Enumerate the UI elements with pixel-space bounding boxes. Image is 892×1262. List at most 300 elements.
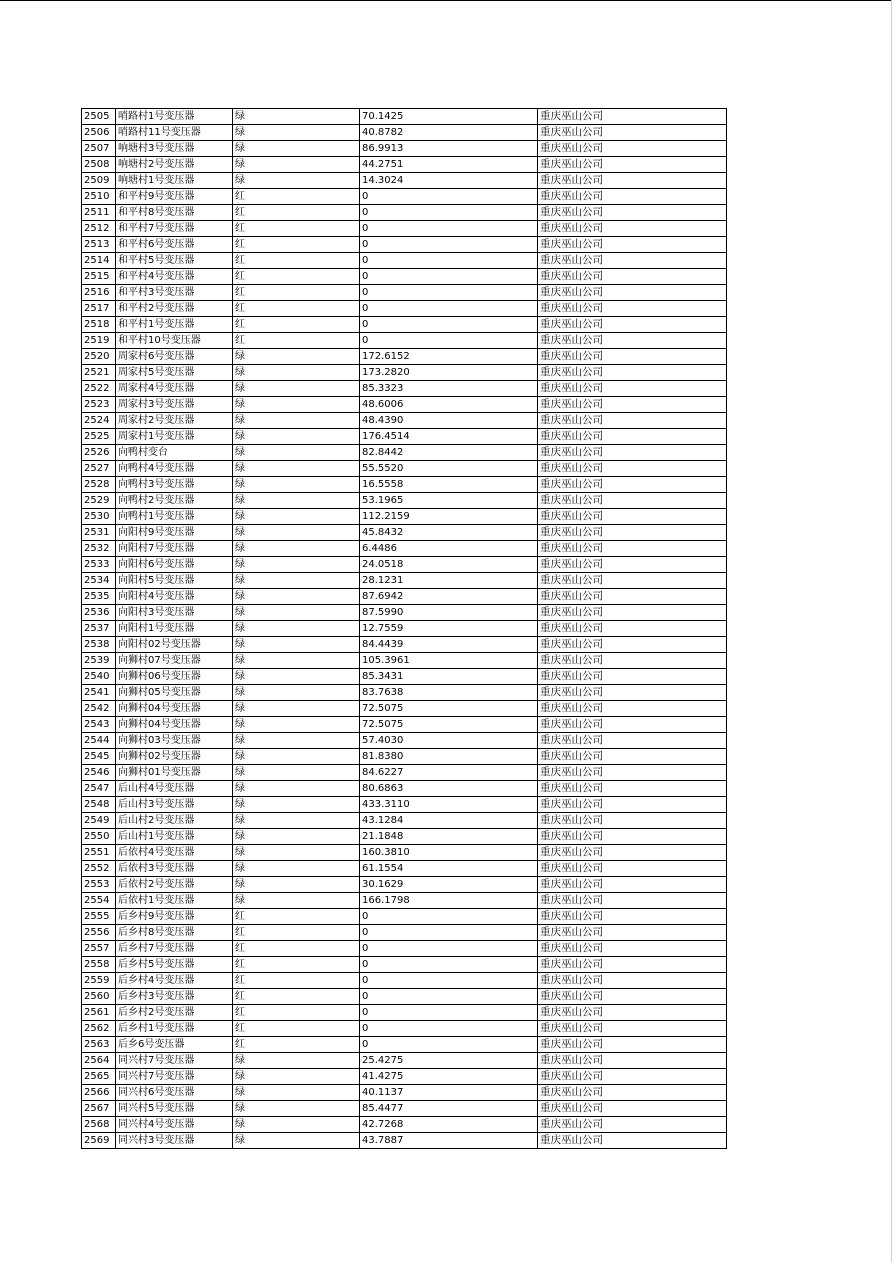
table-row bbox=[82, 1005, 727, 1021]
company-cell: 重庆巫山公司 bbox=[538, 1117, 727, 1133]
value-cell: 166.1798 bbox=[360, 893, 538, 909]
table-row bbox=[82, 765, 727, 781]
company-cell: 重庆巫山公司 bbox=[538, 141, 727, 157]
company-cell: 重庆巫山公司 bbox=[538, 589, 727, 605]
value-cell: 82.8442 bbox=[360, 445, 538, 461]
value-cell: 81.8380 bbox=[360, 749, 538, 765]
table-row bbox=[82, 925, 727, 941]
company-cell: 重庆巫山公司 bbox=[538, 109, 727, 125]
status-cell: 绿 bbox=[233, 685, 360, 701]
company-cell: 重庆巫山公司 bbox=[538, 1069, 727, 1085]
transformer-name-cell: 向狮村03号变压器 bbox=[116, 733, 233, 749]
status-cell: 绿 bbox=[233, 717, 360, 733]
table-row bbox=[82, 589, 727, 605]
value-cell: 12.7559 bbox=[360, 621, 538, 637]
row-number-cell: 2567 bbox=[82, 1101, 116, 1117]
status-cell: 红 bbox=[233, 1005, 360, 1021]
company-cell: 重庆巫山公司 bbox=[538, 1021, 727, 1037]
row-number-cell: 2540 bbox=[82, 669, 116, 685]
transformer-name-cell: 后依村4号变压器 bbox=[116, 845, 233, 861]
table-row bbox=[82, 269, 727, 285]
row-number-cell: 2541 bbox=[82, 685, 116, 701]
company-cell: 重庆巫山公司 bbox=[538, 1085, 727, 1101]
transformer-name-cell: 后山村2号变压器 bbox=[116, 813, 233, 829]
status-cell: 绿 bbox=[233, 781, 360, 797]
transformer-name-cell: 后乡村9号变压器 bbox=[116, 909, 233, 925]
status-cell: 绿 bbox=[233, 861, 360, 877]
value-cell: 0 bbox=[360, 1005, 538, 1021]
company-cell: 重庆巫山公司 bbox=[538, 877, 727, 893]
transformer-name-cell: 后依村3号变压器 bbox=[116, 861, 233, 877]
company-cell: 重庆巫山公司 bbox=[538, 605, 727, 621]
table-row bbox=[82, 397, 727, 413]
company-cell: 重庆巫山公司 bbox=[538, 717, 727, 733]
company-cell: 重庆巫山公司 bbox=[538, 765, 727, 781]
value-cell: 83.7638 bbox=[360, 685, 538, 701]
value-cell: 112.2159 bbox=[360, 509, 538, 525]
row-number-cell: 2553 bbox=[82, 877, 116, 893]
status-cell: 红 bbox=[233, 301, 360, 317]
status-cell: 绿 bbox=[233, 125, 360, 141]
value-cell: 84.4439 bbox=[360, 637, 538, 653]
row-number-cell: 2529 bbox=[82, 493, 116, 509]
transformer-name-cell: 向狮村04号变压器 bbox=[116, 717, 233, 733]
transformer-name-cell: 后依村1号变压器 bbox=[116, 893, 233, 909]
value-cell: 45.8432 bbox=[360, 525, 538, 541]
company-cell: 重庆巫山公司 bbox=[538, 365, 727, 381]
row-number-cell: 2507 bbox=[82, 141, 116, 157]
company-cell: 重庆巫山公司 bbox=[538, 941, 727, 957]
row-number-cell: 2524 bbox=[82, 413, 116, 429]
status-cell: 绿 bbox=[233, 477, 360, 493]
transformer-name-cell: 向鸭村2号变压器 bbox=[116, 493, 233, 509]
table-row bbox=[82, 173, 727, 189]
row-number-cell: 2559 bbox=[82, 973, 116, 989]
company-cell: 重庆巫山公司 bbox=[538, 461, 727, 477]
transformer-name-cell: 响塘村1号变压器 bbox=[116, 173, 233, 189]
company-cell: 重庆巫山公司 bbox=[538, 701, 727, 717]
row-number-cell: 2560 bbox=[82, 989, 116, 1005]
value-cell: 0 bbox=[360, 909, 538, 925]
status-cell: 红 bbox=[233, 957, 360, 973]
row-number-cell: 2545 bbox=[82, 749, 116, 765]
status-cell: 红 bbox=[233, 269, 360, 285]
value-cell: 0 bbox=[360, 253, 538, 269]
table-row bbox=[82, 829, 727, 845]
row-number-cell: 2526 bbox=[82, 445, 116, 461]
row-number-cell: 2550 bbox=[82, 829, 116, 845]
transformer-name-cell: 哨路村1号变压器 bbox=[116, 109, 233, 125]
company-cell: 重庆巫山公司 bbox=[538, 125, 727, 141]
company-cell: 重庆巫山公司 bbox=[538, 829, 727, 845]
status-cell: 绿 bbox=[233, 1133, 360, 1149]
row-number-cell: 2513 bbox=[82, 237, 116, 253]
table-row bbox=[82, 493, 727, 509]
table-row bbox=[82, 749, 727, 765]
value-cell: 0 bbox=[360, 1037, 538, 1053]
table-row bbox=[82, 909, 727, 925]
company-cell: 重庆巫山公司 bbox=[538, 253, 727, 269]
row-number-cell: 2510 bbox=[82, 189, 116, 205]
table-row bbox=[82, 653, 727, 669]
value-cell: 85.4477 bbox=[360, 1101, 538, 1117]
value-cell: 173.2820 bbox=[360, 365, 538, 381]
table-row bbox=[82, 221, 727, 237]
company-cell: 重庆巫山公司 bbox=[538, 221, 727, 237]
value-cell: 0 bbox=[360, 989, 538, 1005]
table-row bbox=[82, 717, 727, 733]
table-row bbox=[82, 205, 727, 221]
table-row bbox=[82, 797, 727, 813]
transformer-name-cell: 同兴村3号变压器 bbox=[116, 1133, 233, 1149]
company-cell: 重庆巫山公司 bbox=[538, 637, 727, 653]
row-number-cell: 2539 bbox=[82, 653, 116, 669]
status-cell: 绿 bbox=[233, 845, 360, 861]
company-cell: 重庆巫山公司 bbox=[538, 973, 727, 989]
value-cell: 172.6152 bbox=[360, 349, 538, 365]
row-number-cell: 2520 bbox=[82, 349, 116, 365]
row-number-cell: 2535 bbox=[82, 589, 116, 605]
row-number-cell: 2546 bbox=[82, 765, 116, 781]
status-cell: 绿 bbox=[233, 541, 360, 557]
value-cell: 55.5520 bbox=[360, 461, 538, 477]
table-row bbox=[82, 957, 727, 973]
company-cell: 重庆巫山公司 bbox=[538, 413, 727, 429]
transformer-name-cell: 响塘村3号变压器 bbox=[116, 141, 233, 157]
row-number-cell: 2562 bbox=[82, 1021, 116, 1037]
table-row bbox=[82, 541, 727, 557]
table-row bbox=[82, 573, 727, 589]
status-cell: 绿 bbox=[233, 749, 360, 765]
company-cell: 重庆巫山公司 bbox=[538, 845, 727, 861]
transformer-name-cell: 和平村4号变压器 bbox=[116, 269, 233, 285]
table-row bbox=[82, 1085, 727, 1101]
row-number-cell: 2527 bbox=[82, 461, 116, 477]
company-cell: 重庆巫山公司 bbox=[538, 749, 727, 765]
table-row bbox=[82, 285, 727, 301]
table-row bbox=[82, 429, 727, 445]
value-cell: 72.5075 bbox=[360, 701, 538, 717]
table-row bbox=[82, 973, 727, 989]
row-number-cell: 2523 bbox=[82, 397, 116, 413]
table-row bbox=[82, 189, 727, 205]
status-cell: 绿 bbox=[233, 461, 360, 477]
transformer-name-cell: 周家村3号变压器 bbox=[116, 397, 233, 413]
page-top-border bbox=[0, 0, 892, 1]
row-number-cell: 2551 bbox=[82, 845, 116, 861]
transformer-name-cell: 和平村10号变压器 bbox=[116, 333, 233, 349]
value-cell: 0 bbox=[360, 957, 538, 973]
row-number-cell: 2515 bbox=[82, 269, 116, 285]
company-cell: 重庆巫山公司 bbox=[538, 285, 727, 301]
value-cell: 72.5075 bbox=[360, 717, 538, 733]
company-cell: 重庆巫山公司 bbox=[538, 349, 727, 365]
status-cell: 红 bbox=[233, 989, 360, 1005]
row-number-cell: 2511 bbox=[82, 205, 116, 221]
table-row bbox=[82, 813, 727, 829]
transformer-name-cell: 后山村1号变压器 bbox=[116, 829, 233, 845]
status-cell: 红 bbox=[233, 973, 360, 989]
row-number-cell: 2521 bbox=[82, 365, 116, 381]
status-cell: 绿 bbox=[233, 733, 360, 749]
status-cell: 绿 bbox=[233, 893, 360, 909]
value-cell: 87.5990 bbox=[360, 605, 538, 621]
row-number-cell: 2538 bbox=[82, 637, 116, 653]
row-number-cell: 2537 bbox=[82, 621, 116, 637]
status-cell: 绿 bbox=[233, 1053, 360, 1069]
transformer-name-cell: 和平村6号变压器 bbox=[116, 237, 233, 253]
transformer-name-cell: 向阳村1号变压器 bbox=[116, 621, 233, 637]
status-cell: 绿 bbox=[233, 701, 360, 717]
value-cell: 0 bbox=[360, 925, 538, 941]
value-cell: 61.1554 bbox=[360, 861, 538, 877]
row-number-cell: 2544 bbox=[82, 733, 116, 749]
table-row bbox=[82, 781, 727, 797]
transformer-name-cell: 和平村1号变压器 bbox=[116, 317, 233, 333]
status-cell: 绿 bbox=[233, 109, 360, 125]
row-number-cell: 2542 bbox=[82, 701, 116, 717]
company-cell: 重庆巫山公司 bbox=[538, 493, 727, 509]
status-cell: 绿 bbox=[233, 525, 360, 541]
value-cell: 57.4030 bbox=[360, 733, 538, 749]
value-cell: 0 bbox=[360, 333, 538, 349]
value-cell: 14.3024 bbox=[360, 173, 538, 189]
row-number-cell: 2565 bbox=[82, 1069, 116, 1085]
status-cell: 绿 bbox=[233, 1085, 360, 1101]
transformer-name-cell: 向鸭村1号变压器 bbox=[116, 509, 233, 525]
status-cell: 绿 bbox=[233, 621, 360, 637]
row-number-cell: 2569 bbox=[82, 1133, 116, 1149]
row-number-cell: 2519 bbox=[82, 333, 116, 349]
status-cell: 绿 bbox=[233, 381, 360, 397]
status-cell: 绿 bbox=[233, 557, 360, 573]
transformer-name-cell: 向阳村4号变压器 bbox=[116, 589, 233, 605]
value-cell: 0 bbox=[360, 189, 538, 205]
status-cell: 绿 bbox=[233, 429, 360, 445]
table-row bbox=[82, 237, 727, 253]
transformer-name-cell: 周家村4号变压器 bbox=[116, 381, 233, 397]
row-number-cell: 2534 bbox=[82, 573, 116, 589]
transformer-name-cell: 向狮村04号变压器 bbox=[116, 701, 233, 717]
table-row bbox=[82, 701, 727, 717]
value-cell: 40.8782 bbox=[360, 125, 538, 141]
row-number-cell: 2508 bbox=[82, 157, 116, 173]
company-cell: 重庆巫山公司 bbox=[538, 397, 727, 413]
table-row bbox=[82, 1069, 727, 1085]
company-cell: 重庆巫山公司 bbox=[538, 157, 727, 173]
company-cell: 重庆巫山公司 bbox=[538, 269, 727, 285]
status-cell: 绿 bbox=[233, 493, 360, 509]
value-cell: 0 bbox=[360, 269, 538, 285]
row-number-cell: 2556 bbox=[82, 925, 116, 941]
company-cell: 重庆巫山公司 bbox=[538, 477, 727, 493]
table-row bbox=[82, 685, 727, 701]
value-cell: 24.0518 bbox=[360, 557, 538, 573]
company-cell: 重庆巫山公司 bbox=[538, 333, 727, 349]
table-row bbox=[82, 1133, 727, 1149]
row-number-cell: 2531 bbox=[82, 525, 116, 541]
value-cell: 70.1425 bbox=[360, 109, 538, 125]
table-row bbox=[82, 509, 727, 525]
transformer-name-cell: 后山村4号变压器 bbox=[116, 781, 233, 797]
row-number-cell: 2568 bbox=[82, 1117, 116, 1133]
company-cell: 重庆巫山公司 bbox=[538, 781, 727, 797]
status-cell: 绿 bbox=[233, 157, 360, 173]
status-cell: 绿 bbox=[233, 813, 360, 829]
table-row bbox=[82, 733, 727, 749]
status-cell: 绿 bbox=[233, 589, 360, 605]
transformer-name-cell: 向阳村5号变压器 bbox=[116, 573, 233, 589]
company-cell: 重庆巫山公司 bbox=[538, 621, 727, 637]
value-cell: 30.1629 bbox=[360, 877, 538, 893]
status-cell: 绿 bbox=[233, 1101, 360, 1117]
company-cell: 重庆巫山公司 bbox=[538, 685, 727, 701]
transformer-name-cell: 周家村2号变压器 bbox=[116, 413, 233, 429]
transformer-name-cell: 同兴村5号变压器 bbox=[116, 1101, 233, 1117]
status-cell: 绿 bbox=[233, 173, 360, 189]
status-cell: 绿 bbox=[233, 1117, 360, 1133]
transformer-name-cell: 后乡村1号变压器 bbox=[116, 1021, 233, 1037]
status-cell: 红 bbox=[233, 237, 360, 253]
status-cell: 绿 bbox=[233, 877, 360, 893]
transformer-status-table bbox=[81, 108, 727, 1149]
value-cell: 160.3810 bbox=[360, 845, 538, 861]
company-cell: 重庆巫山公司 bbox=[538, 573, 727, 589]
transformer-name-cell: 后依村2号变压器 bbox=[116, 877, 233, 893]
status-cell: 红 bbox=[233, 285, 360, 301]
status-cell: 绿 bbox=[233, 349, 360, 365]
transformer-name-cell: 和平村3号变压器 bbox=[116, 285, 233, 301]
table-row bbox=[82, 525, 727, 541]
value-cell: 48.6006 bbox=[360, 397, 538, 413]
row-number-cell: 2563 bbox=[82, 1037, 116, 1053]
company-cell: 重庆巫山公司 bbox=[538, 1101, 727, 1117]
transformer-name-cell: 周家村5号变压器 bbox=[116, 365, 233, 381]
row-number-cell: 2528 bbox=[82, 477, 116, 493]
transformer-name-cell: 同兴村6号变压器 bbox=[116, 1085, 233, 1101]
transformer-name-cell: 和平村7号变压器 bbox=[116, 221, 233, 237]
table-row bbox=[82, 621, 727, 637]
company-cell: 重庆巫山公司 bbox=[538, 173, 727, 189]
company-cell: 重庆巫山公司 bbox=[538, 445, 727, 461]
row-number-cell: 2557 bbox=[82, 941, 116, 957]
table-row bbox=[82, 365, 727, 381]
row-number-cell: 2554 bbox=[82, 893, 116, 909]
transformer-name-cell: 和平村8号变压器 bbox=[116, 205, 233, 221]
status-cell: 绿 bbox=[233, 573, 360, 589]
table-row bbox=[82, 253, 727, 269]
table-row bbox=[82, 301, 727, 317]
company-cell: 重庆巫山公司 bbox=[538, 205, 727, 221]
row-number-cell: 2517 bbox=[82, 301, 116, 317]
row-number-cell: 2566 bbox=[82, 1085, 116, 1101]
transformer-name-cell: 后乡村4号变压器 bbox=[116, 973, 233, 989]
row-number-cell: 2561 bbox=[82, 1005, 116, 1021]
value-cell: 176.4514 bbox=[360, 429, 538, 445]
row-number-cell: 2548 bbox=[82, 797, 116, 813]
table-row bbox=[82, 557, 727, 573]
value-cell: 53.1965 bbox=[360, 493, 538, 509]
company-cell: 重庆巫山公司 bbox=[538, 909, 727, 925]
transformer-name-cell: 向狮村02号变压器 bbox=[116, 749, 233, 765]
table-row bbox=[82, 349, 727, 365]
table-row bbox=[82, 893, 727, 909]
status-cell: 绿 bbox=[233, 653, 360, 669]
transformer-name-cell: 后山村3号变压器 bbox=[116, 797, 233, 813]
value-cell: 41.4275 bbox=[360, 1069, 538, 1085]
transformer-name-cell: 和平村9号变压器 bbox=[116, 189, 233, 205]
row-number-cell: 2512 bbox=[82, 221, 116, 237]
table-row bbox=[82, 1021, 727, 1037]
table-row bbox=[82, 413, 727, 429]
value-cell: 86.9913 bbox=[360, 141, 538, 157]
status-cell: 绿 bbox=[233, 765, 360, 781]
transformer-name-cell: 向狮村07号变压器 bbox=[116, 653, 233, 669]
row-number-cell: 2547 bbox=[82, 781, 116, 797]
table-row bbox=[82, 125, 727, 141]
company-cell: 重庆巫山公司 bbox=[538, 1053, 727, 1069]
table-row bbox=[82, 1117, 727, 1133]
company-cell: 重庆巫山公司 bbox=[538, 1005, 727, 1021]
table-row bbox=[82, 941, 727, 957]
row-number-cell: 2555 bbox=[82, 909, 116, 925]
transformer-name-cell: 向狮村01号变压器 bbox=[116, 765, 233, 781]
company-cell: 重庆巫山公司 bbox=[538, 925, 727, 941]
row-number-cell: 2536 bbox=[82, 605, 116, 621]
value-cell: 105.3961 bbox=[360, 653, 538, 669]
transformer-name-cell: 后乡村7号变压器 bbox=[116, 941, 233, 957]
value-cell: 42.7268 bbox=[360, 1117, 538, 1133]
value-cell: 0 bbox=[360, 317, 538, 333]
value-cell: 0 bbox=[360, 221, 538, 237]
row-number-cell: 2525 bbox=[82, 429, 116, 445]
transformer-name-cell: 周家村1号变压器 bbox=[116, 429, 233, 445]
transformer-name-cell: 后乡村2号变压器 bbox=[116, 1005, 233, 1021]
status-cell: 红 bbox=[233, 317, 360, 333]
status-cell: 红 bbox=[233, 1021, 360, 1037]
table-row bbox=[82, 1037, 727, 1053]
row-number-cell: 2509 bbox=[82, 173, 116, 189]
row-number-cell: 2552 bbox=[82, 861, 116, 877]
value-cell: 43.1284 bbox=[360, 813, 538, 829]
status-cell: 绿 bbox=[233, 829, 360, 845]
status-cell: 绿 bbox=[233, 365, 360, 381]
company-cell: 重庆巫山公司 bbox=[538, 541, 727, 557]
company-cell: 重庆巫山公司 bbox=[538, 669, 727, 685]
value-cell: 0 bbox=[360, 205, 538, 221]
company-cell: 重庆巫山公司 bbox=[538, 509, 727, 525]
table-row bbox=[82, 1053, 727, 1069]
table-row bbox=[82, 477, 727, 493]
status-cell: 绿 bbox=[233, 413, 360, 429]
company-cell: 重庆巫山公司 bbox=[538, 813, 727, 829]
transformer-name-cell: 哨路村11号变压器 bbox=[116, 125, 233, 141]
row-number-cell: 2522 bbox=[82, 381, 116, 397]
value-cell: 16.5558 bbox=[360, 477, 538, 493]
company-cell: 重庆巫山公司 bbox=[538, 525, 727, 541]
transformer-name-cell: 周家村6号变压器 bbox=[116, 349, 233, 365]
row-number-cell: 2549 bbox=[82, 813, 116, 829]
table-row bbox=[82, 333, 727, 349]
company-cell: 重庆巫山公司 bbox=[538, 989, 727, 1005]
company-cell: 重庆巫山公司 bbox=[538, 733, 727, 749]
transformer-name-cell: 同兴村7号变压器 bbox=[116, 1069, 233, 1085]
company-cell: 重庆巫山公司 bbox=[538, 653, 727, 669]
row-number-cell: 2558 bbox=[82, 957, 116, 973]
row-number-cell: 2530 bbox=[82, 509, 116, 525]
row-number-cell: 2516 bbox=[82, 285, 116, 301]
status-cell: 红 bbox=[233, 189, 360, 205]
